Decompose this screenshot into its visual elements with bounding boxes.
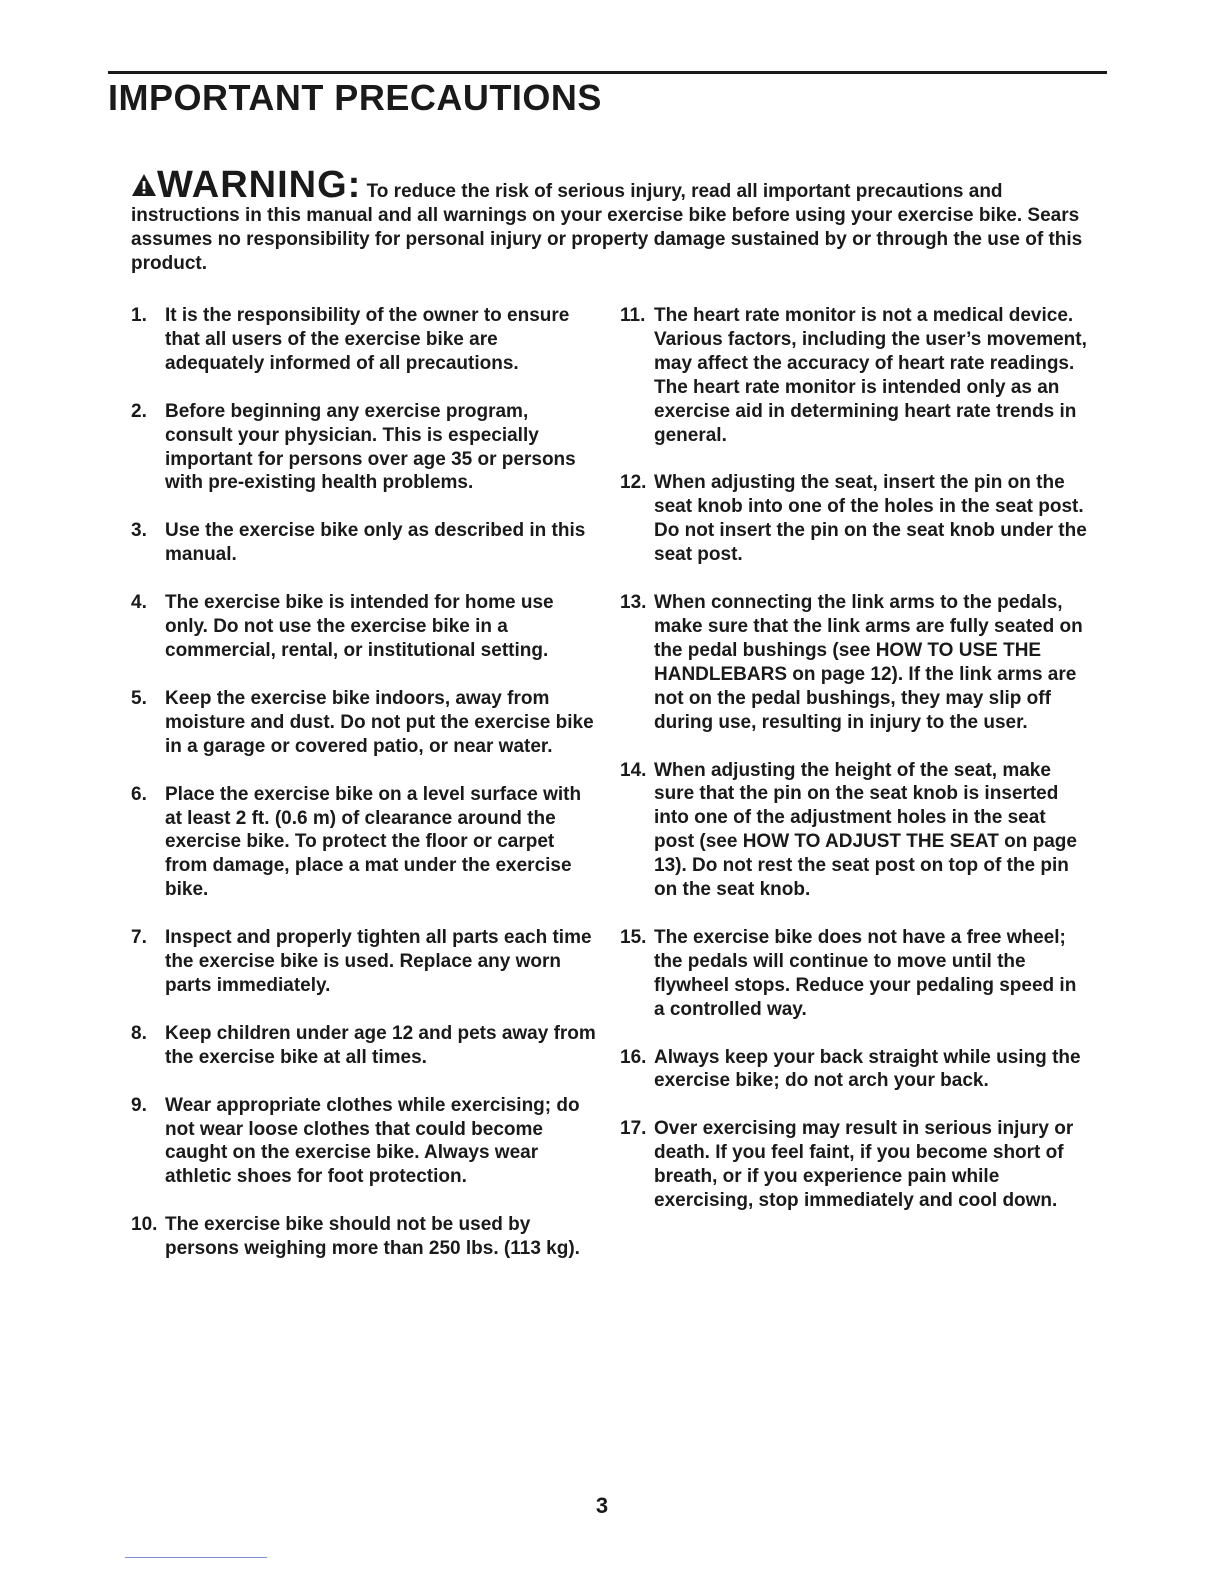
warning-triangle-icon xyxy=(131,173,157,197)
precaution-text: The exercise bike is intended for home use only. Do not use the exercise bike in a commercial, rental, or institutional setting. xyxy=(165,592,554,661)
precautions-list xyxy=(131,304,1091,1324)
precaution-item xyxy=(131,519,597,567)
precaution-text: Over exercising may result in serious injury or death. If you feel faint, if you become short of breath, or if you experience pain while exercising, stop immediately and cool down. xyxy=(654,1118,1074,1212)
precaution-item xyxy=(620,304,1090,447)
precaution-text: The exercise bike should not be used by persons weighing more than 250 lbs. (113 kg). xyxy=(165,1214,580,1260)
precaution-text: When connecting the link arms to the pedals, make sure that the link arms are fully seated on the pedal bushings (see HOW TO USE THE HANDLEBARS on page 12). If the link arms are not on the pedal bushings, they may slip off during use, resulting in injury to the user. xyxy=(654,592,1083,733)
precaution-number: 8. xyxy=(131,1022,147,1044)
precaution-number: 3. xyxy=(131,520,147,542)
precaution-text: Wear appropriate clothes while exercising; do not wear loose clothes that could become caught on the exercise bike. Always wear athletic shoes for foot protection. xyxy=(165,1094,580,1188)
page-number: 3 xyxy=(595,1493,609,1518)
precaution-text: Before beginning any exercise program, consult your physician. This is especially important for persons over age 35 or persons with pre-existing health problems. xyxy=(165,400,576,494)
precaution-text: Keep the exercise bike indoors, away from moisture and dust. Do not put the exercise bike in a garage or covered patio, or near water. xyxy=(165,687,594,757)
precaution-text: Place the exercise bike on a level surface with at least 2 ft. (0.6 m) of clearance around the exercise bike. To protect the floor or carpet from damage, place a mat under the exercise bike. xyxy=(165,783,582,901)
precaution-number: 9. xyxy=(131,1094,147,1116)
precaution-text: Keep children under age 12 and pets away from the exercise bike at all times. xyxy=(165,1022,596,1068)
precaution-item xyxy=(620,1046,1090,1094)
precaution-number: 13. xyxy=(620,592,647,614)
precaution-text: Inspect and properly tighten all parts each time the exercise bike is used. Replace any worn parts immediately. xyxy=(165,927,592,996)
precaution-item xyxy=(620,591,1090,734)
precaution-item xyxy=(620,759,1090,902)
precaution-number: 7. xyxy=(131,927,147,949)
precaution-item xyxy=(131,304,597,376)
precaution-item xyxy=(131,1022,597,1070)
precaution-number: 11. xyxy=(620,305,646,326)
precaution-text: The heart rate monitor is not a medical device. Various factors, including the user’s movement, may affect the accuracy of heart rate readings. The heart rate monitor is intended only as an exercise aid in determining heart rate trends in general. xyxy=(654,305,1087,446)
warning-block xyxy=(131,166,1091,276)
page-title: IMPORTANT PRECAUTIONS xyxy=(108,77,602,118)
precaution-item xyxy=(131,1094,597,1190)
precaution-number: 16. xyxy=(620,1046,647,1068)
precaution-number: 1. xyxy=(131,305,147,326)
precaution-item xyxy=(131,400,597,496)
precaution-number: 17. xyxy=(620,1118,647,1140)
precaution-item xyxy=(131,783,597,903)
precaution-item xyxy=(131,687,597,759)
warning-heading xyxy=(131,166,361,204)
precaution-text: It is the responsibility of the owner to ensure that all users of the exercise bike are adequately informed of all precautions. xyxy=(165,305,570,374)
precaution-number: 10. xyxy=(131,1214,158,1236)
precaution-text: The exercise bike does not have a free wheel; the pedals will continue to move until the flywheel stops. Reduce your pedaling speed in a controlled way. xyxy=(654,926,1077,1020)
precaution-number: 14. xyxy=(620,759,647,781)
warning-text: To reduce the risk of serious injury, read all important precautions and instructions in this manual and all warnings on your exercise bike before using your exercise bike. Sears assumes no responsibility for personal injury or property damage sustained by or through the use of this product. xyxy=(131,181,1083,274)
precaution-text: When adjusting the seat, insert the pin on the seat knob into one of the holes in the seat post. Do not insert the pin on the seat knob under the seat post. xyxy=(654,472,1087,566)
precaution-item xyxy=(131,1213,597,1261)
precaution-item xyxy=(620,926,1090,1022)
title-rule xyxy=(108,71,1107,74)
warning-label: WARNING: xyxy=(157,164,362,206)
precaution-number: 15. xyxy=(620,926,647,948)
precaution-text: Always keep your back straight while using the exercise bike; do not arch your back. xyxy=(654,1046,1081,1092)
precaution-number: 6. xyxy=(131,783,147,805)
precaution-item xyxy=(131,926,597,998)
precaution-item xyxy=(620,471,1090,567)
precaution-text: Use the exercise bike only as described in this manual. xyxy=(165,520,586,566)
precautions-left-column xyxy=(131,304,597,1285)
precaution-number: 12. xyxy=(620,472,647,494)
precaution-text: When adjusting the height of the seat, make sure that the pin on the seat knob is inserted into one of the adjustment holes in the seat post (see HOW TO ADJUST THE SEAT on page 13). Do not rest the seat post on top of the pin on the seat knob. xyxy=(654,759,1077,901)
precautions-right-column xyxy=(620,304,1090,1237)
precaution-number: 4. xyxy=(131,592,147,614)
footer-rule xyxy=(125,1557,267,1558)
precaution-number: 5. xyxy=(131,687,147,709)
precaution-number: 2. xyxy=(131,400,147,422)
precaution-item xyxy=(620,1117,1090,1213)
precaution-item xyxy=(131,591,597,663)
